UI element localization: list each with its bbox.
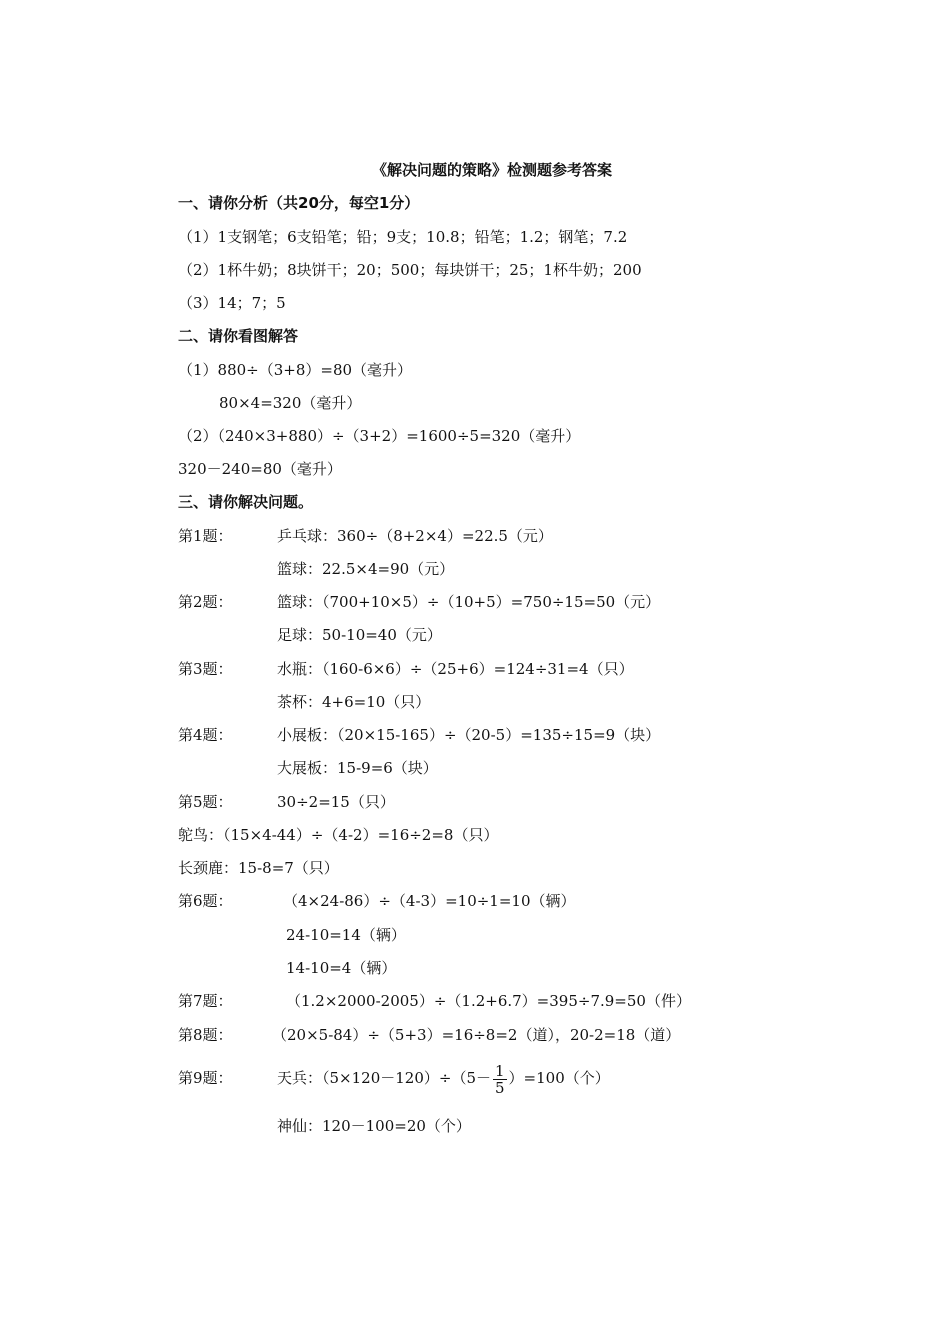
q2-answer-a: 篮球：（700+10×5）÷（10+5）=750÷15=50（元） — [277, 593, 661, 611]
q9-fraction-denominator: 5 — [495, 1078, 505, 1097]
q2-label: 第2题： — [178, 593, 233, 611]
q9-answer-a — [277, 1055, 610, 1101]
section2-line-4: 320－240=80（毫升） — [178, 460, 342, 478]
q8-answer-a: （20×5-84）÷（5+3）=16÷8=2（道），20-2=18（道） — [272, 1026, 681, 1044]
q9-answer-b: 神仙：120－100=20（个） — [277, 1117, 471, 1135]
q9-answer-a-post: ）=100（个） — [508, 1069, 610, 1087]
q6-answer-c: 14-10=4（辆） — [286, 959, 397, 977]
q1-answer-b: 篮球：22.5×4=90（元） — [277, 560, 455, 578]
q9-label: 第9题： — [178, 1069, 233, 1087]
section2-line-1: （1）880÷（3+8）=80（毫升） — [178, 361, 413, 379]
q9-answer-a-pre: 天兵：（5×120－120）÷（5－ — [277, 1069, 491, 1087]
q3-answer-b: 茶杯：4+6=10（只） — [277, 693, 431, 711]
section1-heading: 一、请你分析（共20分，每空1分） — [178, 194, 420, 212]
section2-line-3: （2）（240×3+880）÷（3+2）=1600÷5=320（毫升） — [178, 427, 581, 445]
section3-heading: 三、请你解决问题。 — [178, 493, 314, 511]
q7-answer-a: （1.2×2000-2005）÷（1.2+6.7）=395÷7.9=50（件） — [286, 992, 691, 1010]
section1-line-3: （3）14；7；5 — [178, 294, 286, 312]
q8-label: 第8题： — [178, 1026, 233, 1044]
q4-answer-a: 小展板：（20×15-165）÷（20-5）=135÷15=9（块） — [277, 726, 661, 744]
q6-answer-a: （4×24-86）÷（4-3）=10÷1=10（辆） — [283, 892, 576, 910]
q5-answer-c: 长颈鹿：15-8=7（只） — [178, 859, 339, 877]
page-title: 《解决问题的策略》检测题参考答案 — [371, 161, 612, 179]
q1-label: 第1题： — [178, 527, 233, 545]
section2-heading: 二、请你看图解答 — [178, 327, 299, 345]
q5-answer-a: 30÷2=15（只） — [277, 793, 395, 811]
q4-answer-b: 大展板：15-9=6（块） — [277, 759, 438, 777]
q9-fraction — [493, 1063, 507, 1096]
section2-line-2: 80×4=320（毫升） — [219, 394, 362, 412]
q2-answer-b: 足球：50-10=40（元） — [277, 626, 442, 644]
q6-label: 第6题： — [178, 892, 233, 910]
q6-answer-b: 24-10=14（辆） — [286, 926, 406, 944]
q5-answer-b: 鸵鸟：（15×4-44）÷（4-2）=16÷2=8（只） — [178, 826, 499, 844]
q3-answer-a: 水瓶：（160-6×6）÷（25+6）=124÷31=4（只） — [277, 660, 634, 678]
q9-fraction-numerator: 1 — [495, 1061, 505, 1080]
q7-label: 第7题： — [178, 992, 233, 1010]
q5-label: 第5题： — [178, 793, 233, 811]
section1-line-1: （1）1支钢笔；6支铅笔；铅；9支；10.8；铅笔；1.2；钢笔；7.2 — [178, 228, 628, 246]
section1-line-2: （2）1杯牛奶；8块饼干；20；500；每块饼干；25；1杯牛奶；200 — [178, 261, 642, 279]
q4-label: 第4题： — [178, 726, 233, 744]
q3-label: 第3题： — [178, 660, 233, 678]
q1-answer-a: 乒乓球：360÷（8+2×4）=22.5（元） — [277, 527, 553, 545]
